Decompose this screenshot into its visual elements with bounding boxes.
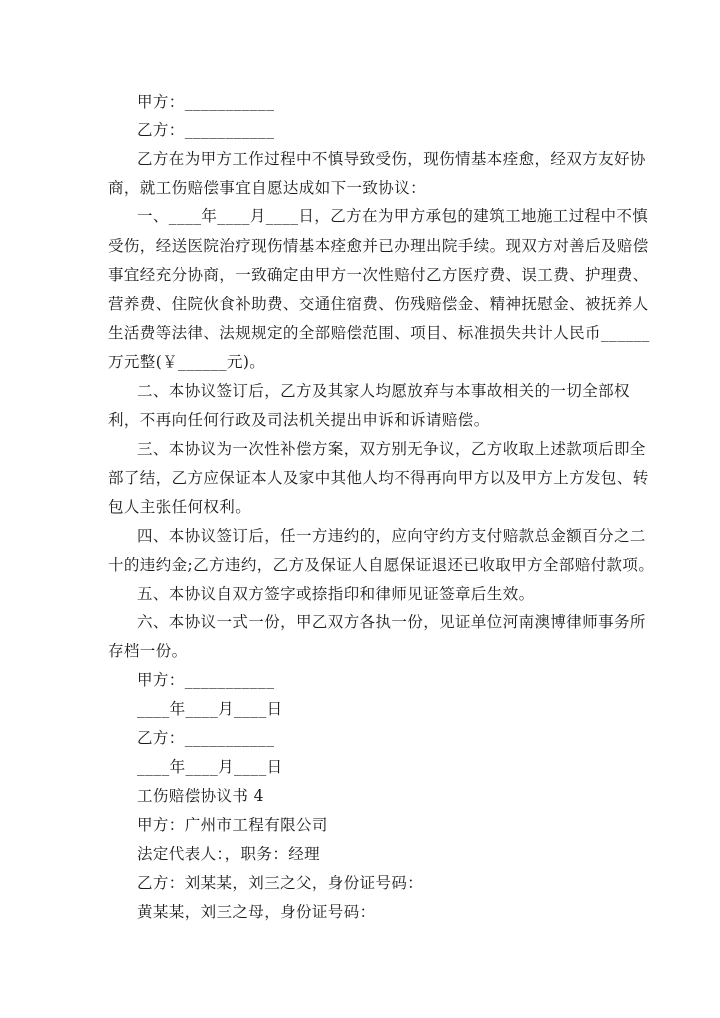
party-a-company: 甲方：广州市工程有限公司: [137, 816, 328, 834]
party-b-father: 乙方：刘某某，刘三之父，身份证号码：: [137, 874, 424, 892]
signature-party-b: 乙方：___________: [137, 729, 275, 747]
legal-representative: 法定代表人：，职务：经理: [137, 845, 321, 863]
clause-3-line-1: 三、本协议为一次性补偿方案，双方别无争议，乙方收取上述款项后即全: [137, 440, 646, 458]
clause-1-line-6: 万元整(￥______元)。: [108, 353, 266, 371]
clause-3-line-3: 包人主张任何权利。: [108, 498, 252, 516]
clause-4-line-2: 十的违约金;乙方违约，乙方及保证人自愿保证退还已收取甲方全部赔付款项。: [108, 556, 655, 574]
signature-date-b: ____年____月____日: [137, 758, 283, 776]
party-b-blank: 乙方：___________: [137, 121, 275, 139]
clause-5: 五、本协议自双方签字或捺指印和律师见证签章后生效。: [137, 585, 535, 603]
intro-line-2: 商，就工伤赔偿事宜自愿达成如下一致协议：: [108, 179, 427, 197]
clause-6-line-1: 六、本协议一式一份，甲乙双方各执一份，见证单位河南澳博律师事务所: [137, 613, 646, 631]
clause-1-line-1: 一、____年____月____日，乙方在为甲方承包的建筑工地施工过程中不慎: [137, 207, 649, 225]
party-b-mother: 黄某某，刘三之母，身份证号码：: [137, 903, 376, 921]
signature-date-a: ____年____月____日: [137, 700, 283, 718]
clause-2-line-2: 利，不再向任何行政及司法机关提出申诉和诉请赔偿。: [108, 411, 490, 429]
clause-2-line-1: 二、本协议签订后，乙方及其家人均愿放弃与本事故相关的一切全部权: [137, 382, 630, 400]
signature-party-a: 甲方：___________: [137, 671, 275, 689]
section-title: 工伤赔偿协议书 4: [137, 787, 264, 805]
clause-6-line-2: 存档一份。: [108, 642, 188, 660]
clause-4-line-1: 四、本协议签订后，任一方违约的，应向守约方支付赔款总金额百分之二: [137, 527, 646, 545]
clause-1-line-4: 营养费、住院伙食补助费、交通住宿费、伤残赔偿金、精神抚慰金、被抚养人: [108, 295, 649, 313]
clause-3-line-2: 部了结，乙方应保证本人及家中其他人均不得再向甲方以及甲方上方发包、转: [108, 469, 649, 487]
clause-1-line-3: 事宜经充分协商，一致确定由甲方一次性赔付乙方医疗费、误工费、护理费、: [108, 266, 649, 284]
party-a-blank: 甲方：___________: [137, 93, 275, 111]
clause-1-line-5: 生活费等法律、法规规定的全部赔偿范围、项目、标准损失共计人民币______: [108, 324, 650, 342]
intro-line-1: 乙方在为甲方工作过程中不慎导致受伤，现伤情基本痊愈，经双方友好协: [137, 150, 646, 168]
clause-1-line-2: 受伤，经送医院治疗现伤情基本痊愈并已办理出院手续。现双方对善后及赔偿: [108, 237, 649, 255]
